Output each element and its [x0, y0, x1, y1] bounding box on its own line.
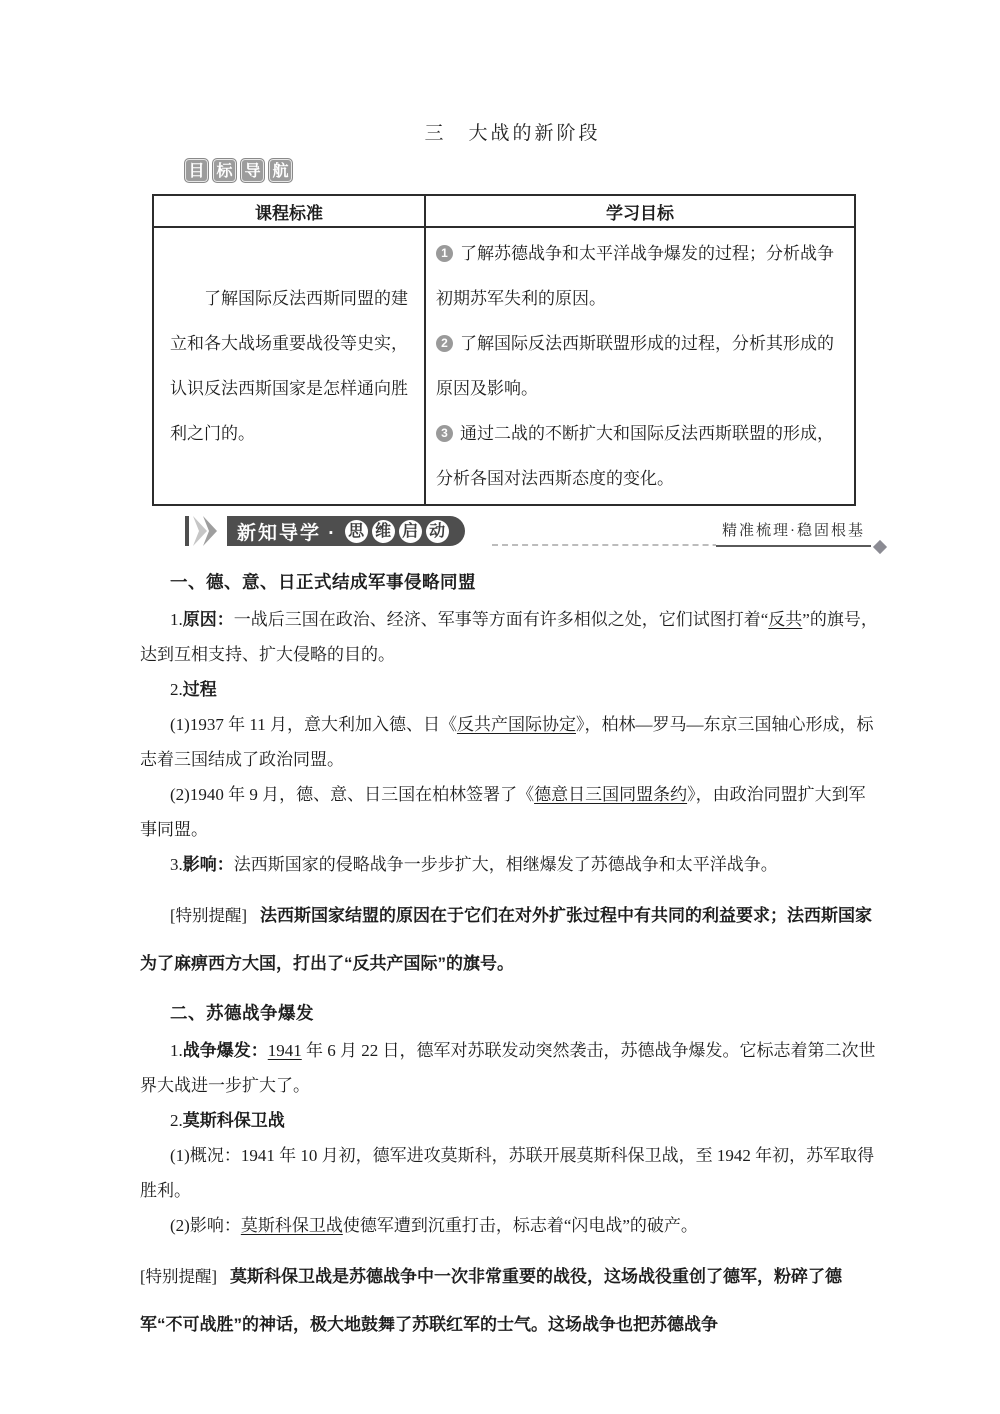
- text-run: 法西斯国家的侵略战争一步步扩大，相继爆发了苏德战争和太平洋战争。: [233, 855, 778, 874]
- badge-char: 导: [240, 158, 265, 183]
- paragraph-reason: [140, 602, 882, 672]
- item-number: 2.: [170, 680, 183, 699]
- circled-number-icon: 3: [436, 425, 453, 442]
- circled-number-icon: 2: [436, 335, 453, 352]
- item-label: 原因：: [182, 610, 234, 629]
- goal-text: 了解国际反法西斯联盟形成的过程，分析其形成的原因及影响。: [436, 334, 834, 398]
- underlined-term: 德意日三国同盟条约: [534, 785, 688, 804]
- circled-number-icon: 1: [436, 245, 453, 262]
- item-number: 1.: [170, 1041, 183, 1060]
- item-label: 过程: [182, 680, 217, 699]
- curriculum-standard-cell: 了解国际反法西斯同盟的建立和各大战场重要战役等史实，认识反法西斯国家是怎样通向胜利之门的。: [153, 227, 425, 505]
- paragraph-war-outbreak: [140, 1033, 882, 1103]
- table-body-row: [153, 227, 855, 505]
- paragraph-impact: [140, 847, 882, 882]
- banner-circle-char: 思: [345, 520, 368, 543]
- item-number: 2.: [170, 1111, 183, 1130]
- text-run: (2)影响：: [170, 1216, 241, 1235]
- goal-item: [436, 231, 842, 321]
- underlined-term: 1941: [267, 1041, 302, 1060]
- text-run: 》，柏林—罗马—东京三国轴心形成，标志着三国结成了政治同盟。: [140, 715, 874, 769]
- goal-item: [436, 411, 842, 501]
- paragraph-process-1: [140, 707, 882, 777]
- section-2-heading: 二、苏德战争爆发: [170, 1003, 314, 1023]
- reminder-tag: [特别提醒]: [170, 906, 247, 925]
- banner-title: 新知导学 ·: [237, 522, 337, 544]
- underlined-term: 反共: [768, 610, 803, 629]
- double-chevron-right-icon: [183, 516, 227, 546]
- goal-navigation-badge: [184, 158, 885, 185]
- banner-circle-char: 启: [399, 520, 422, 543]
- badge-char: 航: [268, 158, 293, 183]
- banner-circle-char: 动: [426, 520, 449, 543]
- text-run: 》，由政治同盟扩大到军事同盟。: [140, 785, 866, 839]
- banner-circle-char: 维: [372, 520, 395, 543]
- special-reminder-1: [140, 892, 882, 988]
- body-text: [140, 565, 882, 1349]
- diamond-icon: [873, 540, 887, 554]
- badge-char: 标: [212, 158, 237, 183]
- underlined-term: 反共产国际协定: [456, 715, 576, 734]
- header-curriculum-standard: 课程标准: [153, 195, 425, 227]
- paragraph-process-2: [140, 777, 882, 847]
- paragraph-moscow-defense: [140, 1103, 882, 1138]
- underlined-term: 莫斯科保卫战: [240, 1216, 343, 1235]
- item-label: 莫斯科保卫战: [182, 1111, 285, 1130]
- item-number: 1.: [170, 610, 183, 629]
- page-title: 三 大战的新阶段: [424, 123, 601, 144]
- paragraph-process: [140, 672, 882, 707]
- item-number: 3.: [170, 855, 183, 874]
- text-run: 使德军遭到沉重打击，标志着“闪电战”的破产。: [342, 1216, 698, 1235]
- table-header-row: [153, 195, 855, 227]
- badge-char: 目: [184, 158, 209, 183]
- goal-text: 通过二战的不断扩大和国际反法西斯联盟的形成，分析各国对法西斯态度的变化。: [436, 424, 834, 488]
- special-reminder-2: [140, 1253, 882, 1349]
- reminder-text: 法西斯国家结盟的原因在于它们在对外扩张过程中有共同的利益要求；法西斯国家为了麻痹西方大国，打出了“反共产国际”的旗号。: [140, 906, 872, 973]
- paragraph-overview: [140, 1138, 882, 1208]
- text-run: (1)概况：1941 年 10 月初，德军进攻莫斯科，苏联开展莫斯科保卫战，至 1942 年初，苏军取得胜利。: [140, 1146, 875, 1200]
- text-run: 一战后三国在政治、经济、军事等方面有许多相似之处，它们试图打着“: [233, 610, 769, 629]
- text-run: (2)1940 年 9 月，德、意、日三国在柏林签署了《: [170, 785, 535, 804]
- page-content: [140, 0, 885, 1357]
- text-run: (1)1937 年 11 月，意大利加入德、日《: [170, 715, 457, 734]
- section-1-heading: 一、德、意、日正式结成军事侵略同盟: [170, 572, 476, 592]
- learning-goals-cell: [425, 227, 855, 505]
- header-learning-goals: 学习目标: [425, 195, 855, 227]
- banner-bar: [183, 516, 465, 546]
- reminder-tag: [特别提醒]: [140, 1267, 217, 1286]
- standards-goals-table: [152, 194, 856, 506]
- goal-text: 了解苏德战争和太平洋战争爆发的过程；分析战争初期苏军失利的原因。: [436, 244, 834, 308]
- text-run: ”的旗号，达到互相支持、扩大侵略的目的。: [140, 610, 878, 664]
- text-run: 年 6 月 22 日，德军对苏联发动突然袭击，苏德战争爆发。它标志着第二次世界大战进一步扩大了。: [140, 1041, 876, 1095]
- item-label: 战争爆发：: [182, 1041, 268, 1060]
- reminder-text: 莫斯科保卫战是苏德战争中一次非常重要的战役，这场战役重创了德军，粉碎了德军“不可战胜”的神话，极大地鼓舞了苏联红军的士气。这场战争也把苏德战争: [140, 1267, 842, 1334]
- paragraph-moscow-impact: [140, 1208, 882, 1243]
- section-banner: [140, 514, 885, 550]
- goal-item: [436, 321, 842, 411]
- banner-caption: 精准梳理·稳固根基: [716, 519, 871, 547]
- item-label: 影响：: [182, 855, 234, 874]
